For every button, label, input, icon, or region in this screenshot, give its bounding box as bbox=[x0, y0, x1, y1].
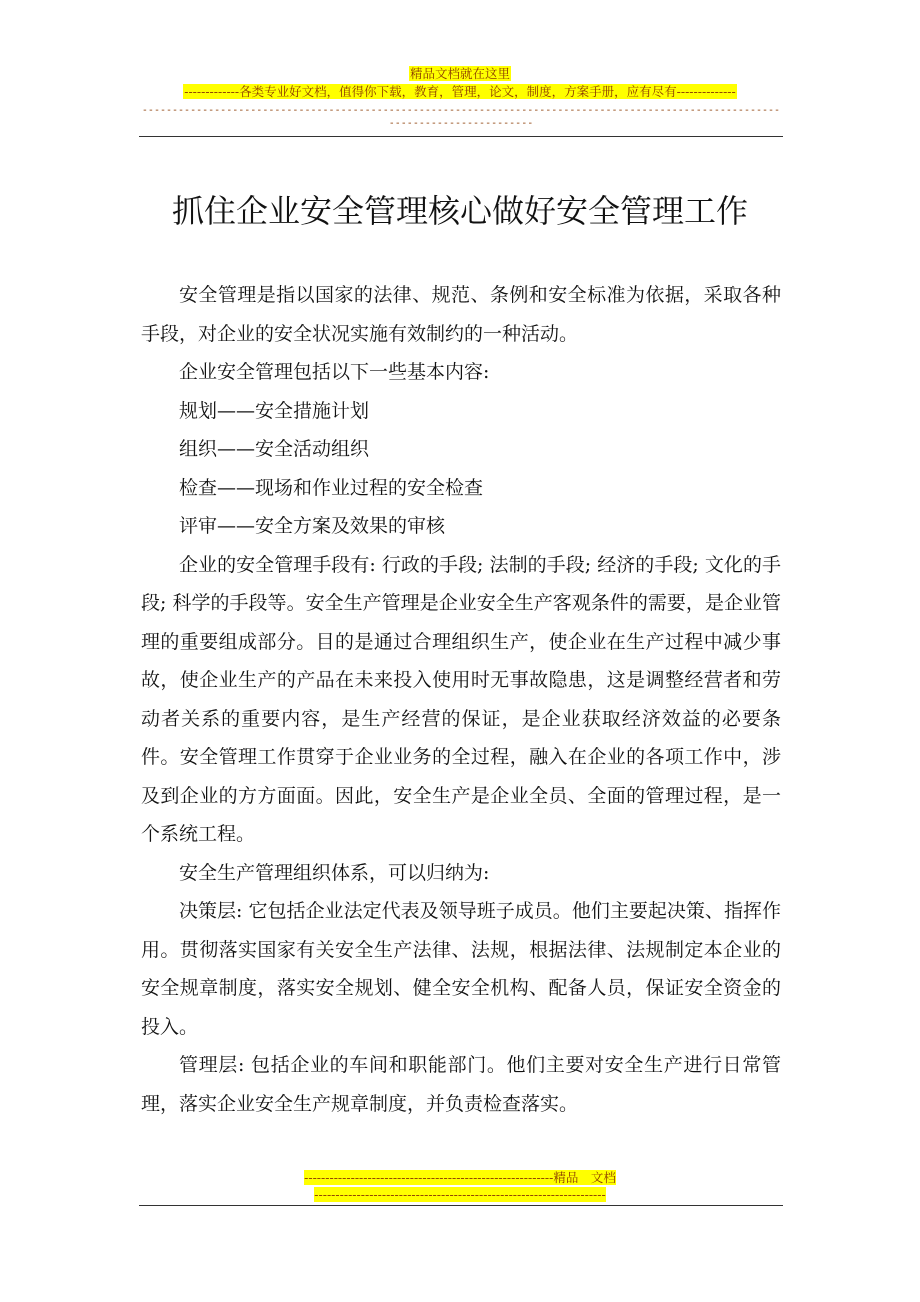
list-item: 检查——现场和作业过程的安全检查 bbox=[179, 476, 484, 499]
list-item: 评审——安全方案及效果的审核 bbox=[179, 515, 446, 537]
footer-banner bbox=[0, 1170, 920, 1186]
header-rule bbox=[139, 136, 783, 137]
document-title: 抓住企业安全管理核心做好安全管理工作 bbox=[171, 192, 748, 230]
footer-dashes-text: --------------------------------------------------------------------- bbox=[314, 1187, 606, 1202]
header-dashed-separator: ---------------------------------------------------------------------------------------------------------------------------------- bbox=[141, 105, 781, 129]
paragraph: 企业安全管理包括以下一些基本内容: bbox=[179, 361, 490, 383]
footer-rule bbox=[139, 1205, 783, 1206]
header-banner-title: 精品文档就在这里 bbox=[409, 66, 510, 81]
header-banner-tagline bbox=[0, 84, 920, 100]
footer-dashes bbox=[0, 1188, 920, 1202]
paragraph: 管理层: 包括企业的车间和职能部门。他们主要对安全生产进行日常管理，落实企业安全生产规章制度，并负责检查落实。 bbox=[141, 1054, 781, 1115]
list-item: 规划——安全措施计划 bbox=[179, 399, 370, 422]
paragraph: 安全生产管理组织体系，可以归纳为: bbox=[179, 861, 490, 884]
paragraph: 企业的安全管理手段有: 行政的手段; 法制的手段; 经济的手段; 文化的手段; 科学的手段等。安全生产管理是企业安全生产客观条件的需要，是企业管理的重要组成部分。目的是通过合理组织生产，使企业在生产过程中减少事故，使企业生产的产品在未来投入使用时无事故隐患，这是调整经营者和劳动者关系的重要内容，是生产经营的保证，是企业获取经济效益的必要条件。安全管理工作贯穿于企业业务的全过程，融入在企业的各项工作中，涉及到企业的方方面面。因此，安全生产是企业全员、全面的管理过程，是一个系统工程。 bbox=[141, 553, 781, 845]
paragraph: 安全管理是指以国家的法律、规范、条例和安全标准为依据，采取各种手段，对企业的安全状况实施有效制约的一种活动。 bbox=[141, 284, 781, 345]
header-banner-tagline-text: -------------各类专业好文档，值得你下载，教育，管理，论文，制度，方案手册，应有尽有-------------- bbox=[184, 84, 736, 99]
header-banner-top bbox=[0, 66, 920, 82]
paragraph: 决策层: 它包括企业法定代表及领导班子成员。他们主要起决策、指挥作用。贯彻落实国家有关安全生产法律、法规，根据法律、法规制定本企业的安全规章制度，落实安全规划、健全安全机构、配备人员，保证安全资金的投入。 bbox=[141, 900, 781, 1038]
footer-banner-text: -----------------------------------------------------------精品 文档 bbox=[304, 1170, 616, 1185]
list-item: 组织——安全活动组织 bbox=[179, 438, 370, 460]
document-body bbox=[141, 276, 781, 1123]
